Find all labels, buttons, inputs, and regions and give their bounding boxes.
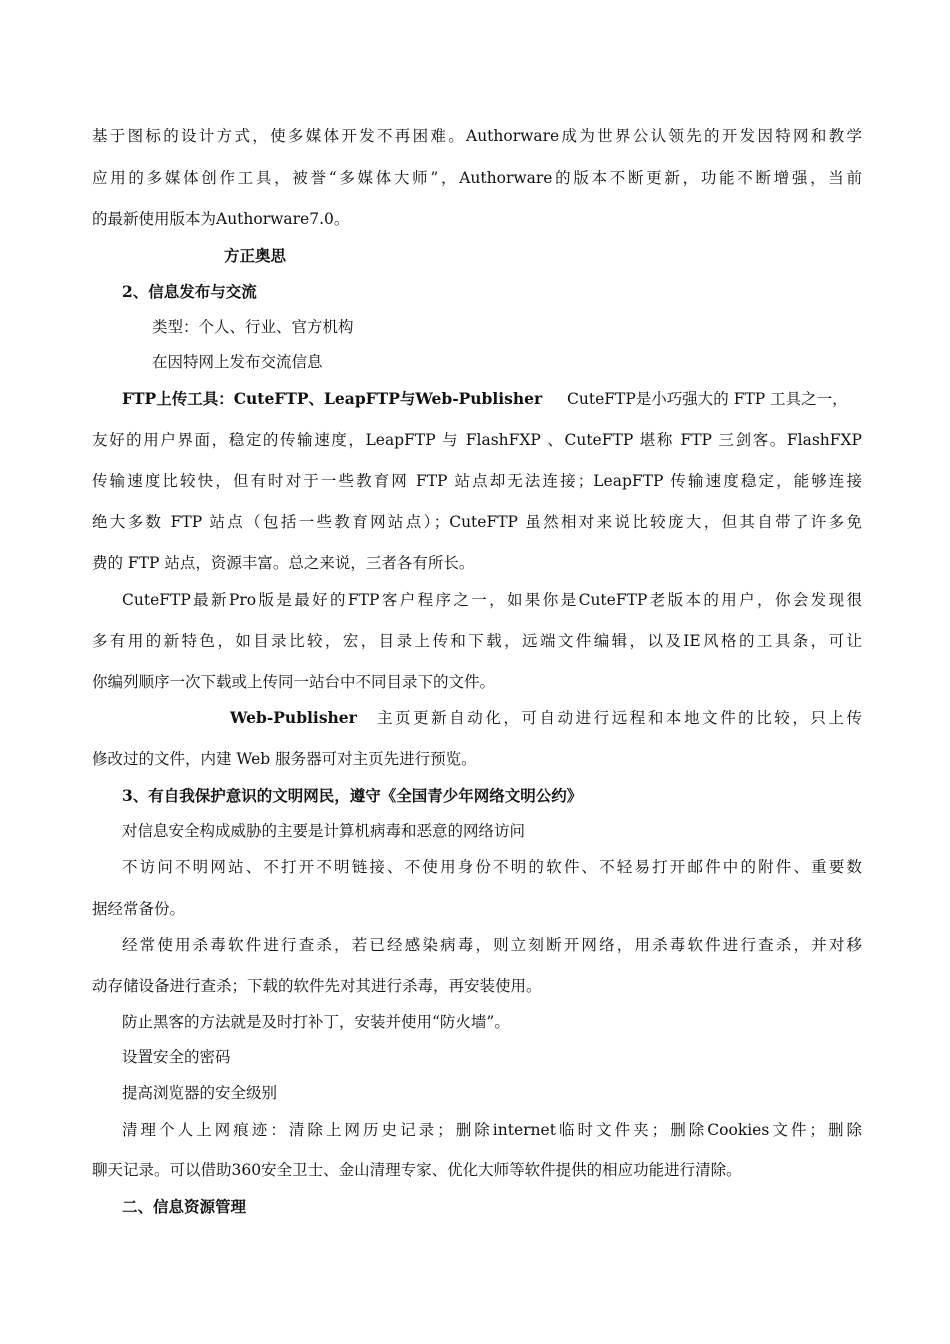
paragraph-line: 动存储设备进行查杀；下载的软件先对其进行杀毒，再安装使用。 <box>92 977 542 995</box>
paragraph-line: 传输速度比较快，但有时对于一些教育网 FTP 站点却无法连接；LeapFTP 传输速度稳定，能够连接 <box>92 472 862 490</box>
paragraph-line: 据经常备份。 <box>92 900 186 918</box>
document-page <box>92 0 862 1344</box>
paragraph-line: 多有用的新特色，如目录比较，宏，目录上传和下载，远端文件编辑，以及IE风格的工具条，可让 <box>92 632 862 650</box>
paragraph-line: CuteFTP最新Pro版是最好的FTP客户程序之一，如果你是CuteFTP老版本的用户，你会发现很 <box>122 591 862 609</box>
paragraph-line: 提高浏览器的安全级别 <box>122 1084 278 1102</box>
paragraph-line: 不访问不明网站、不打开不明链接、不使用身份不明的软件、不轻易打开邮件中的附件、重要数 <box>122 858 862 876</box>
paragraph-line: 防止黑客的方法就是及时打补丁，安装并使用“防火墙”。 <box>122 1013 510 1031</box>
section-heading-2: 2、信息发布与交流 <box>122 282 257 301</box>
section-heading-3: 3、有自我保护意识的文明网民，遵守《全国青少年网络文明公约》 <box>122 786 583 805</box>
paragraph-line: 你编列顺序一次下载或上传同一站台中不同目录下的文件。 <box>92 673 496 691</box>
paragraph-line: 设置安全的密码 <box>122 1048 231 1066</box>
paragraph-line: CuteFTP是小巧强大的 FTP 工具之一， <box>567 390 848 408</box>
paragraph-line: 在因特网上发布交流信息 <box>152 353 323 371</box>
paragraph-line: 的最新使用版本为Authorware7.0。 <box>92 210 350 228</box>
paragraph-line: 应用的多媒体创作工具，被誉“多媒体大师”，Authorware的版本不断更新，功能不断增强，当前 <box>92 169 862 187</box>
paragraph-line: 类型：个人、行业、官方机构 <box>152 318 354 336</box>
paragraph-line: 费的 FTP 站点，资源丰富。总之来说，三者各有所长。 <box>92 554 475 572</box>
ftp-tools-heading: FTP上传工具：CuteFTP、LeapFTP与Web-Publisher <box>122 389 543 408</box>
paragraph-line: 修改过的文件，内建 Web 服务器可对主页先进行预览。 <box>92 750 477 768</box>
paragraph-line: 基于图标的设计方式，使多媒体开发不再困难。Authorware成为世界公认领先的开发因特网和教学 <box>92 127 862 145</box>
paragraph-line: 友好的用户界面，稳定的传输速度，LeapFTP 与 FlashFXP 、CuteFTP 堪称 FTP 三剑客。FlashFXP <box>92 431 862 449</box>
web-publisher-label: Web-Publisher <box>230 708 357 727</box>
subheading-fangzheng: 方正奥思 <box>224 246 287 265</box>
paragraph-line: 对信息安全构成威胁的主要是计算机病毒和恶意的网络访问 <box>122 822 526 840</box>
paragraph-line: 绝大多数 FTP 站点（包括一些教育网站点）；CuteFTP 虽然相对来说比较庞大，但其自带了许多免 <box>92 513 862 531</box>
section-heading-resource-management: 二、信息资源管理 <box>122 1197 247 1216</box>
paragraph-line: 经常使用杀毒软件进行查杀，若已经感染病毒，则立刻断开网络，用杀毒软件进行查杀，并对移 <box>122 936 862 954</box>
paragraph-line: 主页更新自动化，可自动进行远程和本地文件的比较，只上传 <box>377 709 862 727</box>
paragraph-line: 聊天记录。可以借助360安全卫士、金山清理专家、优化大师等软件提供的相应功能进行清除。 <box>92 1161 742 1179</box>
paragraph-line: 清理个人上网痕迹：清除上网历史记录；删除internet临时文件夹；删除Cookies文件；删除 <box>122 1121 862 1139</box>
